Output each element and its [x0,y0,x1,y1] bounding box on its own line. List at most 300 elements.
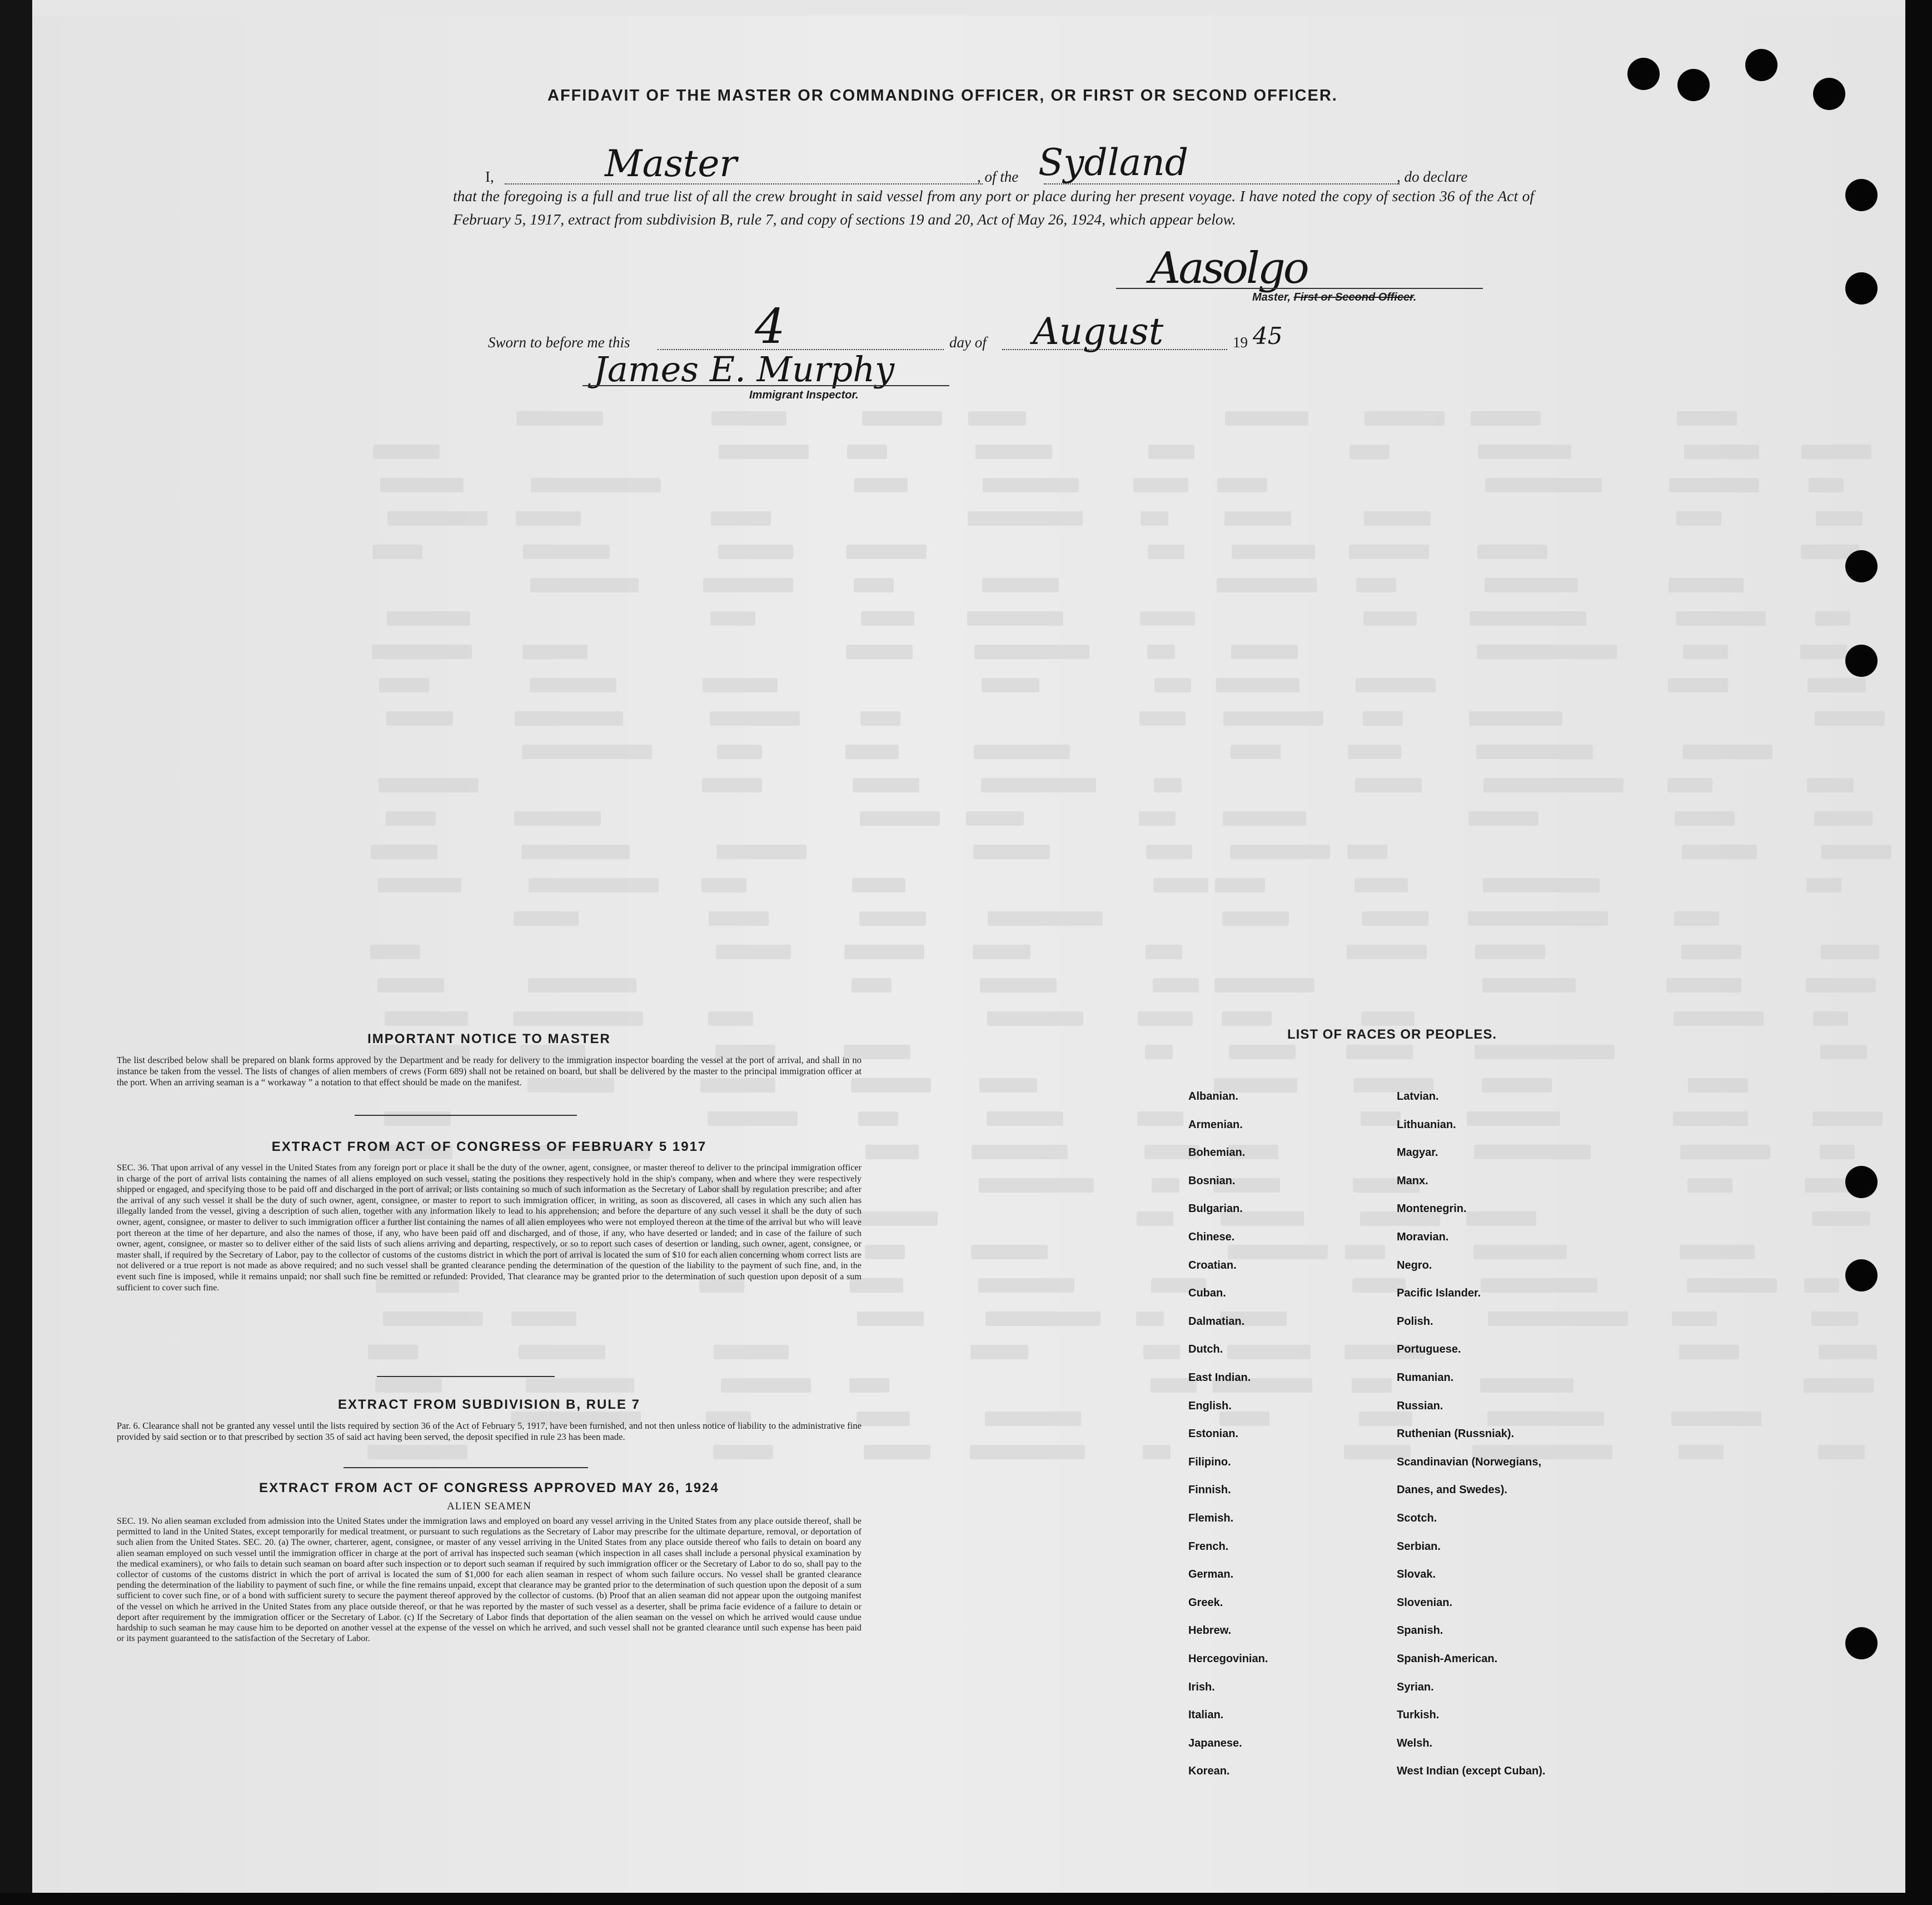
bleed-through-mark [515,711,623,726]
race-item: Turkish. [1397,1709,1440,1722]
race-item: Montenegrin. [1397,1203,1467,1215]
bleed-through-mark [708,1011,753,1026]
bleed-through-row [343,1345,1878,1364]
bleed-through-mark [516,511,581,526]
bleed-through-mark [1471,411,1541,426]
bleed-through-mark [1364,511,1431,526]
race-item: Slovenian. [1397,1596,1453,1609]
bleed-through-mark [1222,1011,1272,1026]
race-item: Lithuanian. [1397,1118,1456,1131]
bleed-through-mark [1140,611,1195,626]
bleed-through-mark [702,778,762,792]
bleed-through-mark [1146,845,1192,859]
races-title: LIST OF RACES OR PEOPLES. [1287,1027,1497,1042]
bleed-through-mark [854,478,908,492]
race-item: Welsh. [1397,1737,1433,1749]
extract-1917-text: SEC. 36. That upon arrival of any vessel in the United States from any foreign port or place it shall be the duty of the owner, agent, consignee, or master thereof to deliver to the principal immigration officer in charge of the port of arrival lists containing the names of all aliens employed on such vessel, stating the positions they respectively hold in the ship's company, when and where they were respectively shipped or engaged, and specifying those to be paid off and discharged in the port of arrival; or lists containing so much of such information as the Secretary of Labor shall by regulation prescribe; and after the arrival of any such vessel it shall be the duty of such owner, agent, consignee, or master to report to such immigration officer, in writing, as soon as discovered, all cases in which any such alien has illegally landed from the vessel, giving a description of such alien, together with any information likely to lead to his apprehension; and before the departure of any such vessel it shall be the duty of such owner, agent, consignee, or master to deliver to such immigration officer a further list containing the names of all alien employees who were not employed thereon at the time of the arrival but who will leave port thereon at the time of her departure, and also the names of those, if any, who have been paid off and discharged, and of those, if any, who have deserted or landed; and in case of the failure of such owner, agent, consignee, or master so to deliver either of the said lists of such aliens arriving and departing, respectively, or so to report such cases of desertion or landing, such owner, agent, consignee, or master shall, if required by the Secretary of Labor, pay to the collector of customs of the customs district in which the port of arrival is located the sum of $10 for each alien concerning whom correct lists are not delivered or a true report is not made as above required; and no such vessel shall be granted clearance pending the determination of the question of the liability to the payment of such fine, and, in the event such fine is imposed, while it remains unpaid; nor shall such fine be remitted or refunded: Provided, That clearance may be granted prior to the determination of such question upon deposit of a sum sufficient to cover such fine. [117,1163,862,1293]
caption-struck: First or Second Officer [1293,291,1413,303]
affidavit-i-label: I, [485,168,494,185]
race-item: Flemish. [1188,1512,1234,1524]
bleed-through-mark [1820,1145,1855,1159]
bleed-through-mark [385,1011,468,1026]
caption-master: Master, [1252,291,1291,303]
bleed-through-mark [972,1145,1068,1159]
bleed-through-mark [1214,978,1314,993]
bleed-through-mark [1348,745,1401,759]
bleed-through-mark [864,1445,930,1459]
bleed-through-mark [1152,1178,1179,1193]
bleed-through-mark [521,845,630,859]
bleed-through-mark [861,611,914,626]
race-item: Moravian. [1397,1231,1449,1243]
bleed-through-mark [1820,1045,1867,1059]
bleed-through-row [343,978,1878,997]
bleed-through-mark [711,411,786,426]
bleed-through-mark [971,1245,1048,1259]
bleed-through-row [343,778,1878,797]
race-item: Korean. [1188,1765,1230,1778]
bleed-through-mark [1230,845,1330,859]
bleed-through-mark [1363,611,1417,626]
bleed-through-mark [1137,1111,1183,1126]
inspector-line [582,385,949,386]
affidavit-heading: AFFIDAVIT OF THE MASTER OR COMMANDING OFFICER, OR FIRST OR SECOND OFFICER. [547,87,1338,104]
race-item: Polish. [1397,1315,1433,1328]
vessel-handwritten: Sydland [1038,141,1188,184]
bleed-through-mark [703,678,778,692]
bleed-through-mark [1355,778,1422,792]
bleed-through-mark [1467,1111,1560,1126]
race-item: Hercegovinian. [1188,1653,1268,1665]
bleed-through-mark [1667,778,1712,792]
bleed-through-mark [1224,511,1291,526]
bleed-through-mark [1807,778,1854,792]
bleed-through-mark [1346,1045,1413,1059]
bleed-through-mark [982,578,1059,592]
punch-hole [1845,1259,1878,1291]
bleed-through-mark [858,1111,898,1126]
race-item: Chinese. [1188,1231,1235,1243]
bleed-through-mark [1345,1245,1385,1259]
bleed-through-mark [529,878,659,892]
bleed-through-mark [857,1412,910,1426]
punch-hole [1627,58,1660,90]
bleed-through-mark [383,1311,483,1326]
race-item: West Indian (except Cuban). [1397,1765,1546,1778]
bleed-through-mark [1216,678,1299,692]
race-item: Filipino. [1188,1455,1231,1468]
bleed-through-mark [1359,1412,1412,1426]
race-item: Spanish-American. [1397,1653,1498,1665]
bleed-through-mark [1805,1178,1851,1193]
bleed-through-mark [1483,878,1600,892]
scan-border-bottom [0,1893,1932,1905]
bleed-through-mark [1687,1278,1777,1293]
race-item: French. [1188,1540,1229,1553]
bleed-through-mark [1362,911,1428,926]
race-item: Bulgarian. [1188,1203,1243,1215]
bleed-through-mark [372,545,422,559]
bleed-through-mark [711,511,771,526]
bleed-through-mark [1154,678,1191,692]
bleed-through-mark [1148,445,1194,459]
bleed-through-mark [1809,478,1844,492]
bleed-through-mark [1137,1211,1173,1226]
bleed-through-mark [710,611,755,626]
bleed-through-mark [1482,978,1576,993]
bleed-through-mark [1813,1111,1883,1126]
bleed-through-mark [531,478,661,492]
bleed-through-mark [1153,878,1208,892]
race-item: Spanish. [1397,1624,1443,1637]
bleed-through-mark [1227,1345,1311,1359]
bleed-through-mark [380,478,464,492]
bleed-through-mark [377,978,444,993]
bleed-through-mark [1363,711,1403,726]
bleed-through-mark [1228,1245,1328,1259]
punch-hole [1845,1166,1878,1198]
bleed-through-mark [1229,1045,1296,1059]
extract-1924-subtitle: ALIEN SEAMEN [447,1500,531,1512]
bleed-through-mark [968,411,1026,426]
bleed-through-mark [708,1111,798,1126]
bleed-through-row [343,445,1878,463]
bleed-through-mark [849,1378,889,1393]
bleed-through-mark [1146,945,1182,959]
race-item: Slovak. [1397,1568,1436,1581]
bleed-through-mark [1219,1412,1269,1426]
bleed-through-mark [1347,845,1387,859]
bleed-through-row [343,678,1878,697]
race-item: Portuguese. [1397,1343,1461,1356]
race-item: Manx. [1397,1174,1428,1187]
race-item: East Indian. [1188,1372,1251,1384]
bleed-through-mark [1355,878,1408,892]
bleed-through-mark [1669,578,1744,592]
bleed-through-mark [844,945,924,959]
race-item: Serbian. [1397,1540,1441,1553]
bleed-through-mark [522,745,652,759]
bleed-through-mark [1813,1011,1848,1026]
bleed-through-mark [1143,1345,1180,1359]
bleed-through-mark [1815,711,1885,726]
bleed-through-mark [987,1011,1083,1026]
bleed-through-mark [1145,1045,1173,1059]
bleed-through-mark [975,445,1052,459]
bleed-through-mark [1474,1145,1591,1159]
bleed-through-mark [1138,1011,1193,1026]
punch-hole [1845,1627,1878,1659]
extract-rule7-title: EXTRACT FROM SUBDIVISION B, RULE 7 [337,1397,641,1412]
bleed-through-row [343,845,1878,864]
bleed-through-mark [1473,1245,1567,1259]
bleed-through-mark [1133,478,1188,492]
day-of-label: day of [949,334,987,351]
scan-border-right [1905,0,1932,1905]
bleed-through-mark [1223,811,1306,826]
bleed-through-mark [721,1378,811,1393]
bleed-through-mark [851,1078,931,1093]
bleed-through-mark [860,811,940,826]
bleed-through-mark [709,911,769,926]
bleed-through-mark [987,1111,1063,1126]
bleed-through-mark [1819,1345,1877,1359]
bleed-through-mark [1815,611,1850,626]
bleed-through-mark [847,445,887,459]
bleed-through-mark [719,445,809,459]
race-item: Estonian. [1188,1428,1239,1440]
punch-hole [1845,550,1878,582]
bleed-through-mark [1143,1445,1171,1459]
punch-hole [1845,179,1878,211]
bleed-through-mark [373,445,440,459]
bleed-through-mark [1477,545,1547,559]
bleed-through-mark [1470,611,1586,626]
bleed-through-row [343,1011,1878,1030]
punch-hole [1845,272,1878,305]
bleed-through-mark [1468,911,1608,926]
bleed-through-mark [1466,1211,1536,1226]
bleed-through-mark [1139,711,1186,726]
bleed-through-mark [1352,1378,1392,1393]
bleed-through-mark [1231,745,1281,759]
divider-1 [355,1115,577,1116]
bleed-through-mark [370,945,420,959]
bleed-through-mark [1673,1111,1748,1126]
bleed-through-mark [973,845,1050,859]
bleed-through-mark [985,1412,1081,1426]
day-handwritten: 4 [755,299,785,355]
signature-caption [1252,291,1416,304]
bleed-through-mark [1676,611,1766,626]
do-declare-label: , do declare [1397,168,1468,185]
bleed-through-mark [386,711,453,726]
bleed-through-mark [371,845,437,859]
bleed-through-mark [860,711,900,726]
bleed-through-mark [1676,511,1721,526]
race-item: Magyar. [1397,1146,1438,1159]
bleed-through-mark [714,1345,789,1359]
race-item: Negro. [1397,1259,1432,1271]
race-item: German. [1188,1568,1234,1581]
bleed-through-mark [1800,645,1847,659]
bleed-through-mark [378,878,461,892]
divider-3 [343,1467,588,1468]
bleed-through-mark [1468,811,1538,826]
bleed-through-mark [970,1445,1085,1459]
bleed-through-mark [981,778,1096,792]
bleed-through-mark [387,511,487,526]
scan-border-left [0,0,32,1905]
notice-text: The list described below shall be prepared on blank forms approved by the Department and be ready for delivery to the immigration inspector boarding the vessel at the port of arrival, and shall in no instance be taken from the vessel. The lists of changes of alien members of crews (Form 689) shall not be retained on board, but shall be delivered by the master to the principal immigration officer at the port. When an arriving seaman is a “ workaway ” a notation to that effect should be made on the manifest. [117,1055,862,1088]
bleed-through-mark [1356,678,1436,692]
bleed-through-mark [1679,1345,1739,1359]
punch-hole [1813,78,1845,110]
signature-line [1116,288,1483,289]
bleed-through-mark [1232,545,1315,559]
bleed-through-mark [858,1211,938,1226]
bleed-through-mark [1816,511,1863,526]
race-item: Syrian. [1397,1680,1434,1693]
divider-2 [377,1376,555,1377]
bleed-through-mark [703,578,793,592]
race-item: Japanese. [1188,1737,1242,1749]
race-item: Ruthenian (Russniak). [1397,1428,1515,1440]
bleed-through-mark [865,1245,905,1259]
race-item: Bohemian. [1188,1146,1246,1159]
bleed-through-mark [1675,811,1735,826]
bleed-through-mark [1487,1412,1604,1426]
bleed-through-mark [859,911,926,926]
bleed-through-row [343,1378,1878,1397]
bleed-through-mark [367,1445,467,1459]
bleed-through-mark [852,878,905,892]
bleed-through-mark [966,811,1024,826]
bleed-through-mark [1480,1378,1574,1393]
punch-hole [1845,645,1878,677]
bleed-through-mark [1136,1311,1164,1326]
bleed-through-mark [372,645,472,659]
bleed-through-mark [1666,978,1741,993]
bleed-through-mark [1680,1245,1755,1259]
bleed-through-mark [1682,845,1757,859]
bleed-through-row [343,745,1878,764]
race-item: Hebrew. [1188,1624,1232,1637]
bleed-through-mark [1806,878,1841,892]
bleed-through-mark [1215,878,1265,892]
bleed-through-mark [854,578,894,592]
form-sheet [32,16,1905,1894]
bleed-through-mark [718,545,793,559]
bleed-through-mark [1681,945,1741,959]
bleed-through-mark [1812,1211,1870,1226]
race-item: Rumanian. [1397,1372,1454,1384]
race-item: Irish. [1188,1680,1215,1693]
bleed-through-mark [513,1011,643,1026]
bleed-through-row [343,578,1878,597]
bleed-through-row [343,1445,1878,1464]
race-item: Russian. [1397,1399,1443,1412]
bleed-through-mark [1814,811,1873,826]
bleed-through-mark [1477,645,1617,659]
bleed-through-mark [847,545,927,559]
bleed-through-mark [1141,511,1168,526]
bleed-through-row [343,811,1878,830]
bleed-through-mark [862,411,942,426]
bleed-through-mark [1349,545,1429,559]
bleed-through-mark [973,945,1030,959]
bleed-through-mark [1804,1378,1874,1393]
race-item: Scotch. [1397,1512,1437,1524]
race-item: Scandinavian (Norwegians, [1397,1455,1542,1468]
master-signature: Aasolgo [1149,243,1307,293]
bleed-through-mark [983,478,1079,492]
bleed-through-mark [865,1145,919,1159]
bleed-through-row [343,711,1878,730]
inspector-caption: Immigrant Inspector. [749,389,859,401]
bleed-through-mark [1821,945,1879,959]
bleed-through-mark [717,745,762,759]
sworn-label: Sworn to before me this [488,334,630,351]
caption-period: . [1413,291,1417,303]
race-item: Greek. [1188,1596,1223,1609]
bleed-through-mark [710,711,800,726]
year-prefix: 19 [1233,334,1248,351]
bleed-through-mark [970,1345,1028,1359]
bleed-through-mark [1478,445,1571,459]
bleed-through-mark [1485,478,1602,492]
extract-1924-title: EXTRACT FROM ACT OF CONGRESS APPROVED MAY 26, 1924 [259,1480,719,1495]
bleed-through-mark [1350,445,1390,459]
bleed-through-mark [1818,1445,1865,1459]
bleed-through-mark [713,1445,773,1459]
bleed-through-mark [384,1111,451,1126]
inspector-signature: James E. Murphy [594,349,895,390]
bleed-through-mark [1801,445,1871,459]
bleed-through-mark [716,945,791,959]
bleed-through-mark [1669,478,1759,492]
bleed-through-mark [1147,645,1175,659]
bleed-through-mark [387,611,470,626]
bleed-through-mark [523,545,610,559]
bleed-through-mark [1811,1311,1858,1326]
bleed-through-mark [1231,645,1298,659]
name-handwritten: Master [605,142,737,185]
bleed-through-mark [1682,745,1772,759]
bleed-through-mark [980,978,1057,993]
bleed-through-mark [1668,678,1728,692]
bleed-through-mark [514,811,601,826]
extract-1917-title: EXTRACT FROM ACT OF CONGRESS OF FEBRUARY 5 1917 [271,1139,707,1154]
bleed-through-mark [1683,645,1728,659]
bleed-through-mark [853,778,919,792]
bleed-through-mark [982,678,1039,692]
bleed-through-mark [1356,578,1396,592]
bleed-through-mark [1483,778,1624,792]
bleed-through-mark [974,745,1070,759]
bleed-through-mark [1139,811,1176,826]
bleed-through-mark [1674,911,1719,926]
bleed-through-mark [846,645,913,659]
bleed-through-mark [386,811,436,826]
bleed-through-mark [1672,1311,1717,1326]
bleed-through-mark [1687,1178,1732,1193]
notice-title: IMPORTANT NOTICE TO MASTER [367,1031,611,1046]
bleed-through-mark [1153,978,1199,993]
bleed-through-mark [1361,1111,1401,1126]
race-item: Armenian. [1188,1118,1243,1131]
bleed-through-mark [716,845,806,859]
bleed-through-row [343,911,1878,930]
bleed-through-mark [530,678,616,692]
bleed-through-mark [1475,945,1545,959]
bleed-through-mark [852,978,892,993]
race-item: Cuban. [1188,1287,1226,1300]
bleed-through-mark [845,745,899,759]
extract-rule7-text: Par. 6. Clearance shall not be granted any vessel until the lists required by section 36 of the Act of February 5, 1917, have been furnished, and not then unless notice of liability to the administrative fine provided by said section or to that prescribed by section 35 of said act having been served, the deposit specified in rule 23 has been made. [117,1420,862,1442]
extract-1924-text: SEC. 19. No alien seaman excluded from admission into the United States under the immigration laws and employed on board any vessel arriving in the United States from any place outside thereof, shall be permitted to land in the United States, except temporarily for medical treatment, or pursuant to such regulations as the Secretary of Labor may prescribe for the ultimate departure, removal, or deportation of such alien from the United States. SEC. 20. (a) The owner, charterer, agent, consignee, or master of any vessel arriving in the United States from any place outside thereof who fails to detain on board any alien seaman employed on such vessel until the immigration officer in charge at the port of arrival has inspected such seaman (which inspection in all cases shall include a personal physical examination by the medical examiners), or who fails to detain such seaman on board after such inspection or to deport such seaman if required by such immigration officer or the Secretary of Labor to do so, shall pay to the collector of customs of the customs district in which the port of arrival is located the sum of $1,000 for each alien seaman in respect of whom such failure occurs. No vessel shall be granted clearance pending the determination of the liability to payment of such fine, or while the fine remains unpaid, except that clearance may be granted prior to the determination of such question upon the deposit of a sum sufficient to cover such fine, or of a bond with sufficient surety to secure the payment thereof approved by the collector of customs. (b) Proof that an alien seaman did not appear upon the outgoing manifest of the vessel on which he arrived in the United States from any place outside thereof, or that he was reported by the master of such vessel as a deserter, shall be prima facie evidence of a failure to detain or deport after requirement by the immigration officer or the Secretary of Labor. (c) If the Secretary of Labor finds that deportation of the alien seaman on the vessel on which he arrived would cause undue hardship to such seaman he may cause him to be deported on another vessel at the expense of the vessel on which he arrived, and such vessel shall not be granted clearance until such expense has been paid or its payment guaranteed to the satisfaction of the Secretary of Labor. [117,1516,862,1644]
bleed-through-row [343,478,1878,497]
bleed-through-mark [528,978,636,993]
race-item: Dalmatian. [1188,1315,1245,1328]
bleed-through-row [343,511,1878,530]
bleed-through-mark [1684,445,1759,459]
bleed-through-mark [516,411,603,426]
bleed-through-mark [1217,478,1267,492]
bleed-through-mark [1482,1078,1552,1093]
bleed-through-row [343,1311,1878,1330]
bleed-through-mark [1807,678,1866,692]
